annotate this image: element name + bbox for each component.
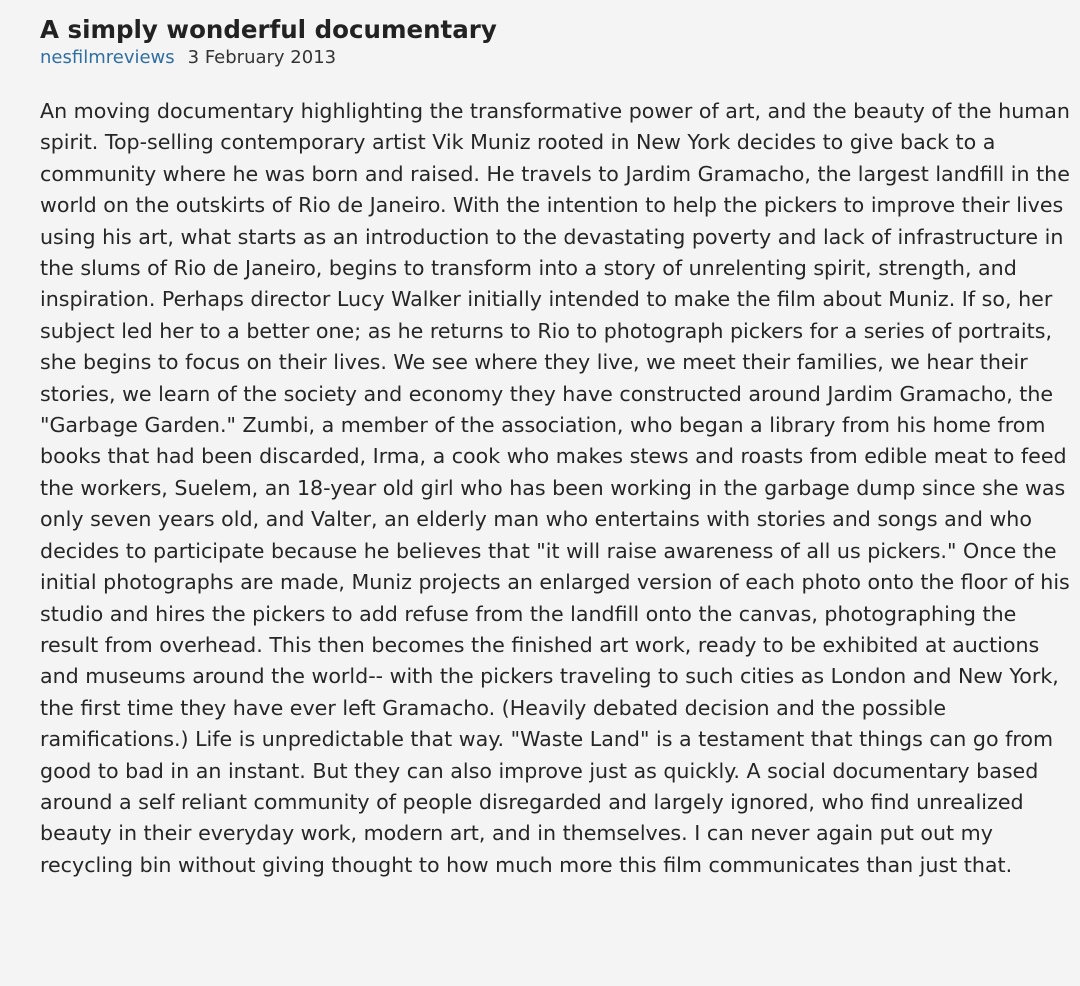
review-date: 3 February 2013 — [187, 47, 337, 68]
review-title: A simply wonderful documentary — [40, 15, 497, 44]
review-author-link[interactable]: nesfilmreviews — [40, 47, 175, 68]
review-meta — [40, 46, 1076, 70]
user-review — [40, 14, 1076, 877]
review-body-text: An moving documentary highlighting the transformative power of art, and the beauty of the human spirit. Top-selling contemporary artist Vik Muniz rooted in New York decides to give back to a community where he was born and raised. He travels to Jardim Gramacho, the largest landfill in the world on the outskirts of Rio de Janeiro. With the intention to help the pickers to improve their lives using his art, what starts as an introduction to the devastating poverty and lack of infrastructure in the slums of Rio de Janeiro, begins to transform into a story of unrelenting spirit, strength, and inspiration. Perhaps director Lucy Walker initially intended to make the film about Muniz. If so, her subject led her to a better one; as he returns to Rio to photograph pickers for a series of portraits, she begins to focus on their lives. We see where they live, we meet their families, we hear their stories, we learn of the society and economy they have constructed around Jardim Gramacho, the "Garbage Garden." Zumbi, a member of the association, who began a library from his home from books that had been discarded, Irma, a cook who makes stews and roasts from edible meat to feed the workers, Suelem, an 18-year old girl who has been working in the garbage dump since she was only seven years old, and Valter, an elderly man who entertains with stories and songs and who decides to participate because he believes that "it will raise awareness of all us pickers." Once the initial photographs are made, Muniz projects an enlarged version of each photo onto the floor of his studio and hires the pickers to add refuse from the landfill onto the canvas, photographing the result from overhead. This then becomes the finished art work, ready to be exhibited at auctions and museums around the world-- with the pickers traveling to such cities as London and New York, the first time they have ever left Gramacho. (Heavily debated decision and the possible ramifications.) Life is unpredictable that way. "Waste Land" is a testament that things can go from good to bad in an instant. But they can also improve just as quickly. A social documentary based around a self reliant community of people disregarded and largely ignored, who find unrealized beauty in their everyday work, modern art, and in themselves. I can never again put out my recycling bin without giving thought to how much more this film communicates than just that. — [40, 99, 1070, 877]
